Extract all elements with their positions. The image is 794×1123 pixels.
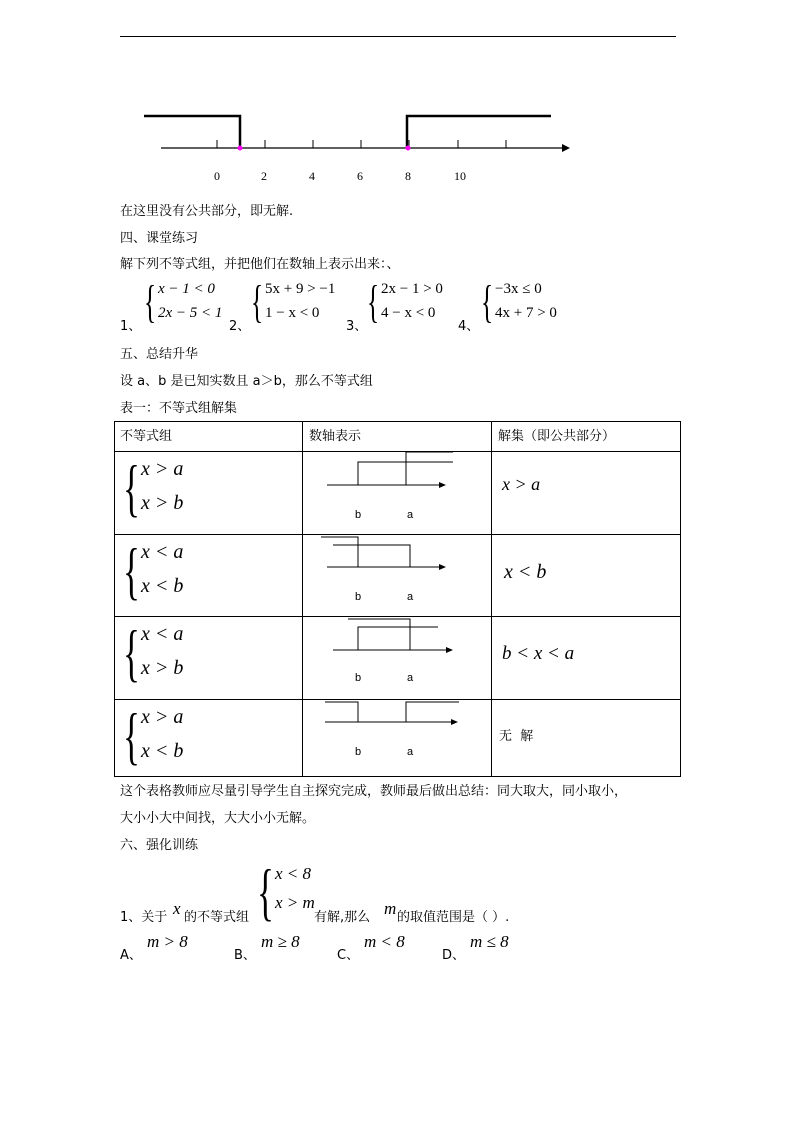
option-expr: m ≤ 8: [470, 932, 509, 951]
table-header-cell: [114, 421, 302, 451]
section-4-heading: 四、课堂练习: [120, 231, 199, 246]
open-point-1: [238, 146, 243, 151]
inequality: x < a: [141, 623, 184, 645]
inequality: x > m: [275, 893, 315, 912]
table-header-cell: [491, 421, 681, 451]
tick-label-6: 6: [357, 169, 363, 183]
exercise-number: 1、: [120, 319, 142, 334]
header-inequality: 不等式组: [120, 429, 173, 444]
point-label-a: a: [407, 591, 414, 603]
summary-line-1: 这个表格教师应尽量引导学生自主探究完成，教师最后做出总结：同大取大，同小取小，: [120, 784, 628, 799]
option-expr: m < 8: [364, 932, 405, 951]
inequality: x > a: [141, 706, 184, 728]
exercise-number: 4、: [458, 319, 480, 334]
question-mid: 的不等式组: [184, 910, 250, 925]
section-5-heading: 五、总结升华: [120, 347, 199, 362]
point-label-b: b: [355, 746, 362, 758]
inequality: 2x − 1 > 0: [381, 281, 443, 297]
option-expr: m > 8: [147, 932, 188, 951]
table-row: [114, 699, 302, 777]
inequality: x < a: [141, 541, 184, 563]
solution-text: x < b: [504, 561, 547, 583]
table-title: 表一：不等式组解集: [120, 401, 238, 416]
exercise-instruction: 解下列不等式组，并把他们在数轴上表示出来：、: [120, 257, 400, 272]
table-row: [114, 616, 302, 699]
solution-text: x > a: [502, 474, 541, 494]
question-var-m: m: [384, 899, 397, 918]
inequality: 4 − x < 0: [381, 305, 436, 321]
inequality: 1 − x < 0: [265, 305, 320, 321]
point-label-a: a: [407, 509, 414, 521]
inequality: 4x + 7 > 0: [495, 305, 557, 321]
tick-label-0: 0: [214, 169, 220, 183]
brace: {: [257, 856, 274, 927]
solution-cell: [491, 451, 681, 534]
right-solution-bracket: [407, 116, 551, 148]
open-point-8: [406, 146, 411, 151]
inequality: x − 1 < 0: [158, 281, 215, 297]
solution-cell: [491, 534, 681, 616]
solution-table: [114, 421, 681, 777]
inequality: x > b: [141, 492, 184, 514]
question-suffix-2: 的取值范围是（ ）.: [397, 910, 510, 925]
point-label-a: a: [407, 746, 414, 758]
option-expr: m ≥ 8: [261, 932, 300, 951]
brace: {: [367, 276, 380, 327]
summary-line-2: 大小小大中间找，大大小小无解。: [120, 811, 316, 826]
question-suffix: 有解,那么: [314, 910, 371, 925]
no-common-text: 在这里没有公共部分，即无解.: [120, 204, 294, 219]
inequality: 2x − 5 < 1: [158, 305, 223, 321]
brace: {: [144, 276, 157, 327]
question-var-x: x: [173, 899, 181, 918]
solution-text: b < x < a: [502, 643, 575, 664]
inequality: x < b: [141, 740, 184, 762]
exercise-number: 2、: [229, 319, 251, 334]
brace: {: [251, 276, 264, 327]
section-6-heading: 六、强化训练: [120, 838, 199, 853]
brace: {: [481, 276, 494, 327]
table-row: [114, 534, 302, 616]
point-label-b: b: [355, 509, 362, 521]
exercise-number: 3、: [346, 319, 368, 334]
option-label: C、: [337, 948, 360, 963]
tick-label-2: 2: [261, 169, 267, 183]
option-label: A、: [120, 948, 142, 963]
brace: {: [123, 452, 140, 523]
solution-text: 无 解: [499, 729, 534, 744]
option-label: D、: [442, 948, 466, 963]
option-label: B、: [234, 948, 256, 963]
numberline-cell: [302, 451, 491, 534]
point-label-b: b: [355, 672, 362, 684]
inequality: −3x ≤ 0: [495, 281, 542, 297]
brace: {: [123, 535, 140, 606]
tick-label-10: 10: [454, 169, 466, 183]
number-line-figure: [130, 100, 590, 190]
inequality: 5x + 9 > −1: [265, 281, 336, 297]
header-solution: 解集（即公共部分）: [498, 429, 616, 444]
numberline-cell: [302, 699, 491, 777]
header-numberline: 数轴表示: [309, 429, 362, 444]
numberline-cell: [302, 534, 491, 616]
inequality: x > b: [141, 657, 184, 679]
brace: {: [123, 617, 140, 688]
header-rule: [120, 36, 676, 37]
left-solution-bracket: [144, 116, 240, 148]
inequality: x < 8: [275, 864, 312, 883]
inequality: x > a: [141, 458, 184, 480]
point-label-b: b: [355, 591, 362, 603]
tick-label-4: 4: [309, 169, 315, 183]
solution-cell: [491, 616, 681, 699]
table-header-cell: [302, 421, 491, 451]
question-prefix: 1、关于: [120, 910, 168, 925]
given-text: 设 a、b 是已知实数且 a＞b，那么不等式组: [120, 374, 373, 389]
axis-arrow: [562, 144, 570, 152]
brace: {: [123, 700, 140, 771]
numberline-cell: [302, 616, 491, 699]
tick-label-8: 8: [405, 169, 411, 183]
solution-cell: [491, 699, 681, 777]
point-label-a: a: [407, 672, 414, 684]
table-row: [114, 451, 302, 534]
inequality: x < b: [141, 575, 184, 597]
